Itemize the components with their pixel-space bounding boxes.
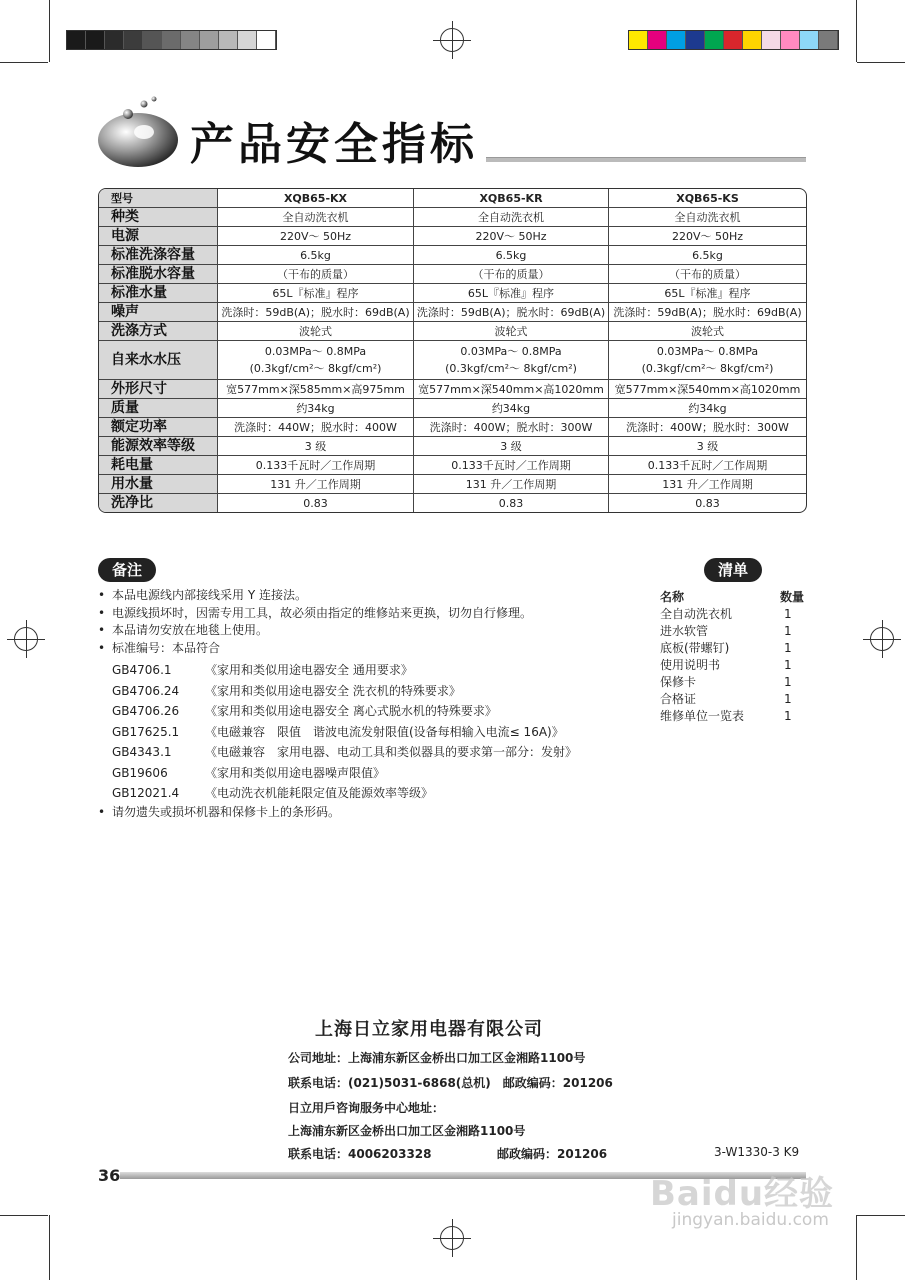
service-heading: 日立用戶咨询服务中心地址： <box>288 1101 445 1115</box>
table-cell <box>414 399 609 418</box>
table-cell <box>414 437 609 456</box>
table-cell <box>218 475 414 494</box>
table-cell <box>414 322 609 341</box>
color-swatch <box>781 31 800 49</box>
gray-swatch <box>181 31 200 49</box>
cell-value: 洗涤时：400W；脱水时：300W <box>429 420 593 434</box>
registration-mark <box>14 627 38 651</box>
list-item <box>660 606 806 623</box>
table-cell <box>414 246 609 265</box>
table-row <box>99 208 806 227</box>
table-row <box>99 494 806 512</box>
watermark-url: jingyan.baidu.com <box>672 1210 829 1230</box>
standard-row <box>98 763 577 784</box>
table-cell <box>414 380 609 399</box>
row-label: 用水量 <box>99 475 218 494</box>
cell-value: 波轮式 <box>691 324 724 338</box>
table-row <box>99 265 806 284</box>
row-label: 洗净比 <box>99 494 218 512</box>
item-name: 底板(带螺钉) <box>660 641 730 655</box>
gray-swatch <box>257 31 276 49</box>
registration-mark <box>870 627 894 651</box>
item-qty: 1 <box>784 692 792 706</box>
list-item <box>660 708 806 725</box>
cell-value: 波轮式 <box>494 324 528 338</box>
row-label: 电源 <box>99 227 218 246</box>
checklist-heading: 清单 <box>704 558 762 582</box>
notes-heading: 备注 <box>98 558 156 582</box>
cell-value: 约34kg <box>688 401 727 415</box>
color-swatch <box>762 31 781 49</box>
row-label: 噪声 <box>99 303 218 322</box>
gray-swatch <box>143 31 162 49</box>
gray-swatch <box>105 31 124 49</box>
table-cell <box>609 265 806 284</box>
note-item: • 电源线损坏时，因需专用工具，故必须由指定的维修站来更换，切勿自行修理。 <box>98 605 577 623</box>
gray-swatch <box>67 31 86 49</box>
table-row <box>99 380 806 399</box>
cell-value: 0.03MPa～ 0.8MPa <box>264 345 367 358</box>
watermark-brand: Baidu经验 <box>650 1174 835 1214</box>
cell-value: 约34kg <box>491 401 531 415</box>
table-row <box>99 303 806 322</box>
row-label: 质量 <box>99 399 218 418</box>
table-cell <box>414 475 609 494</box>
company-address: 公司地址：上海浦东新区金桥出口加工区金湘路1100号 <box>288 1051 586 1065</box>
cell-value: 3 级 <box>500 439 522 453</box>
color-swatch <box>743 31 762 49</box>
standard-name: 《家用和类似用途电器噪声限值》 <box>205 765 386 780</box>
table-row <box>99 418 806 437</box>
color-swatch <box>705 31 724 49</box>
cell-value: 宽577mm×深585mm×高975mm <box>226 382 405 396</box>
color-swatch <box>819 31 838 49</box>
table-cell <box>609 341 806 380</box>
list-item <box>660 674 806 691</box>
table-cell <box>609 494 806 512</box>
table-cell <box>609 399 806 418</box>
table-cell <box>218 284 414 303</box>
table-cell <box>609 380 806 399</box>
table-cell <box>414 418 609 437</box>
service-phone: 联系电话：4006203328 <box>288 1147 432 1161</box>
table-cell <box>218 380 414 399</box>
cell-value: （干布的质量） <box>277 267 354 281</box>
page-title: 产品安全指标 <box>190 119 478 170</box>
table-cell <box>609 208 806 227</box>
table-header-label: 型号 <box>99 189 218 208</box>
cell-value: 0.133千瓦时／工作周期 <box>451 458 571 472</box>
company-name: 上海日立家用电器有限公司 <box>315 1019 543 1040</box>
table-cell <box>609 437 806 456</box>
cell-value: 全自动洗衣机 <box>282 210 349 224</box>
table-cell <box>609 418 806 437</box>
checklist-col-qty: 数量 <box>780 590 805 604</box>
cell-value: 全自动洗衣机 <box>674 210 741 224</box>
cell-value: 0.83 <box>498 496 524 510</box>
table-cell <box>218 303 414 322</box>
row-label: 外形尺寸 <box>99 380 218 399</box>
table-cell <box>609 227 806 246</box>
cell-value: （干布的质量） <box>472 267 550 281</box>
cell-value: 约34kg <box>296 401 335 415</box>
color-swatch <box>800 31 819 49</box>
color-swatch <box>648 31 667 49</box>
note-item: • 请勿遗失或损坏机器和保修卡上的条形码。 <box>98 804 577 822</box>
table-cell <box>218 227 414 246</box>
spec-table <box>98 188 807 513</box>
table-row <box>99 322 806 341</box>
table-cell <box>414 456 609 475</box>
standard-name: 《电动洗衣机能耗限定值及能源效率等级》 <box>205 786 434 800</box>
item-qty: 1 <box>784 624 792 638</box>
color-swatch <box>724 31 743 49</box>
item-qty: 1 <box>784 675 792 689</box>
table-cell <box>218 265 414 284</box>
table-cell <box>218 494 414 512</box>
table-cell <box>218 437 414 456</box>
color-swatch <box>629 31 648 49</box>
list-item <box>660 691 806 708</box>
table-cell <box>609 475 806 494</box>
registration-mark <box>440 1226 464 1250</box>
table-cell <box>218 341 414 380</box>
gray-swatch <box>86 31 105 49</box>
cell-value: 3 级 <box>304 439 327 453</box>
item-name: 进水软管 <box>660 624 709 638</box>
cell-value: 6.5kg <box>495 248 527 262</box>
cell-value: 220V～ 50Hz <box>279 229 352 243</box>
cell-value: 220V～ 50Hz <box>671 229 744 243</box>
standard-name: 《家用和类似用途电器安全 洗衣机的特殊要求》 <box>205 683 461 698</box>
cell-value: 131 升／工作周期 <box>465 477 557 491</box>
cell-value: 220V～ 50Hz <box>475 229 547 243</box>
note-item: • 本品电源线内部接线采用 Y 连接法。 <box>98 587 577 605</box>
item-qty: 1 <box>784 709 792 723</box>
bubble-logo-icon <box>96 92 190 172</box>
standard-name: 《电磁兼容 限值 谐波电流发射限值(设备每相输入电流≤ 16A)》 <box>205 724 564 739</box>
model-header: XQB65-KR <box>414 189 609 208</box>
list-item <box>660 657 806 674</box>
cell-value: 洗涤时：59dB(A)；脱水时：69dB(A) <box>221 305 410 319</box>
row-label: 标准脱水容量 <box>99 265 218 284</box>
row-label: 洗涤方式 <box>99 322 218 341</box>
note-item: • 本品请勿安放在地毯上使用。 <box>98 622 577 640</box>
table-cell <box>218 246 414 265</box>
standard-code: GB4706.26 <box>112 704 180 718</box>
cell-value: 宽577mm×深540mm×高1020mm <box>418 382 604 396</box>
cell-value: 0.133千瓦时／工作周期 <box>255 458 376 472</box>
standard-code: GB12021.4 <box>112 786 180 800</box>
cell-value: 0.83 <box>695 496 720 510</box>
standard-row <box>98 742 577 763</box>
row-label: 自来水水压 <box>99 341 218 380</box>
list-item <box>660 640 806 657</box>
cell-value: 0.03MPa～ 0.8MPa <box>460 345 562 358</box>
item-qty: 1 <box>784 658 792 672</box>
standard-row <box>98 722 577 743</box>
company-phone: 联系电话：(021)5031-6868(总机) 邮政编码：201206 <box>288 1076 613 1090</box>
gray-swatch <box>200 31 219 49</box>
table-row <box>99 341 806 380</box>
cell-value: 0.83 <box>303 496 328 510</box>
crop-mark <box>857 62 905 63</box>
cell-value: 65L『标准』程序 <box>272 286 359 300</box>
cell-value: 65L『标准』程序 <box>664 286 751 300</box>
cell-subvalue: (0.3kgf/cm²～ 8kgf/cm²) <box>445 362 577 375</box>
row-label: 能源效率等级 <box>99 437 218 456</box>
cell-value: 宽577mm×深540mm×高1020mm <box>614 382 801 396</box>
table-cell <box>609 322 806 341</box>
crop-mark <box>49 0 50 62</box>
crop-mark <box>0 1215 48 1216</box>
crop-mark <box>857 1215 905 1216</box>
table-cell <box>218 399 414 418</box>
checklist <box>660 589 806 725</box>
standard-row <box>98 701 577 722</box>
row-label: 标准水量 <box>99 284 218 303</box>
color-swatch <box>686 31 705 49</box>
document-code: 3-W1330-3 K9 <box>714 1145 800 1159</box>
table-cell <box>609 284 806 303</box>
item-name: 保修卡 <box>660 675 697 689</box>
table-cell <box>218 208 414 227</box>
cell-value: 洗涤时：400W；脱水时：300W <box>626 420 789 434</box>
table-row <box>99 456 806 475</box>
cell-value: 65L『标准』程序 <box>467 286 555 300</box>
cell-subvalue: (0.3kgf/cm²～ 8kgf/cm²) <box>249 362 382 375</box>
cell-value: 全自动洗衣机 <box>478 210 544 224</box>
service-post: 邮政编码：201206 <box>497 1147 608 1161</box>
table-cell <box>218 322 414 341</box>
gray-swatch <box>162 31 181 49</box>
table-row <box>99 475 806 494</box>
cell-value: 洗涤时：59dB(A)；脱水时：69dB(A) <box>416 305 606 319</box>
note-item: • 标准编号：本品符合 <box>98 640 577 658</box>
standard-code: GB4706.24 <box>112 683 180 698</box>
table-cell <box>609 303 806 322</box>
cell-value: 6.5kg <box>692 248 723 262</box>
table-row <box>99 227 806 246</box>
table-row <box>99 399 806 418</box>
standard-code: GB17625.1 <box>112 724 180 739</box>
table-cell <box>609 246 806 265</box>
table-cell <box>414 341 609 380</box>
crop-mark <box>49 1215 50 1280</box>
color-swatch <box>667 31 686 49</box>
table-cell <box>414 284 609 303</box>
table-row <box>99 246 806 265</box>
cell-value: 洗涤时：440W；脱水时：400W <box>234 420 397 434</box>
table-cell <box>414 494 609 512</box>
cell-value: 波轮式 <box>299 324 332 338</box>
cell-value: 131 升／工作周期 <box>662 477 753 491</box>
cell-value: 6.5kg <box>300 248 331 262</box>
standard-code: GB4706.1 <box>112 663 172 677</box>
table-cell <box>218 456 414 475</box>
gray-swatch <box>219 31 238 49</box>
model-header: XQB65-KX <box>218 189 414 208</box>
item-name: 合格证 <box>660 692 697 706</box>
list-item <box>660 623 806 640</box>
table-cell <box>609 456 806 475</box>
standard-row <box>98 681 577 702</box>
item-name: 维修单位一览表 <box>660 709 745 723</box>
row-label: 额定功率 <box>99 418 218 437</box>
cell-value: 131 升／工作周期 <box>270 477 361 491</box>
service-address: 上海浦东新区金桥出口加工区金湘路1100号 <box>288 1124 526 1138</box>
row-label: 种类 <box>99 208 218 227</box>
standard-name: 《家用和类似用途电器安全 离心式脱水机的特殊要求》 <box>205 704 497 718</box>
color-calibration-bar <box>628 30 839 50</box>
cell-value: 3 级 <box>696 439 719 453</box>
table-cell <box>414 208 609 227</box>
cell-value: 0.133千瓦时／工作周期 <box>647 458 768 472</box>
table-cell <box>218 418 414 437</box>
standard-row <box>98 783 577 804</box>
checklist-col-name: 名称 <box>660 590 685 604</box>
standard-code: GB19606 <box>112 765 168 780</box>
table-cell <box>414 303 609 322</box>
standard-row <box>98 660 577 681</box>
item-qty: 1 <box>784 641 792 655</box>
gray-swatch <box>238 31 257 49</box>
table-cell <box>414 227 609 246</box>
standard-name: 《家用和类似用途电器安全 通用要求》 <box>205 663 413 677</box>
item-qty: 1 <box>784 607 792 621</box>
standard-name: 《电磁兼容 家用电器、电动工具和类似器具的要求第一部分：发射》 <box>205 745 578 759</box>
crop-mark <box>856 1215 857 1280</box>
item-name: 全自动洗衣机 <box>660 607 733 621</box>
item-name: 使用说明书 <box>660 658 721 672</box>
page-number: 36 <box>98 1166 121 1185</box>
model-header: XQB65-KS <box>609 189 806 208</box>
cell-value: 洗涤时：59dB(A)；脱水时：69dB(A) <box>613 305 802 319</box>
checklist-header <box>660 589 806 606</box>
standard-code: GB4343.1 <box>112 745 172 759</box>
notes-section <box>98 587 577 821</box>
table-row <box>99 284 806 303</box>
table-cell <box>414 265 609 284</box>
crop-mark <box>856 0 857 62</box>
row-label: 耗电量 <box>99 456 218 475</box>
grayscale-calibration-bar <box>66 30 277 50</box>
cell-value: （干布的质量） <box>669 267 746 281</box>
cell-subvalue: (0.3kgf/cm²～ 8kgf/cm²) <box>641 362 774 375</box>
crop-mark <box>0 62 48 63</box>
title-underline <box>486 157 806 162</box>
registration-mark <box>440 28 464 52</box>
row-label: 标准洗涤容量 <box>99 246 218 265</box>
cell-value: 0.03MPa～ 0.8MPa <box>656 345 759 358</box>
gray-swatch <box>124 31 143 49</box>
table-header-row <box>99 189 806 208</box>
table-row <box>99 437 806 456</box>
